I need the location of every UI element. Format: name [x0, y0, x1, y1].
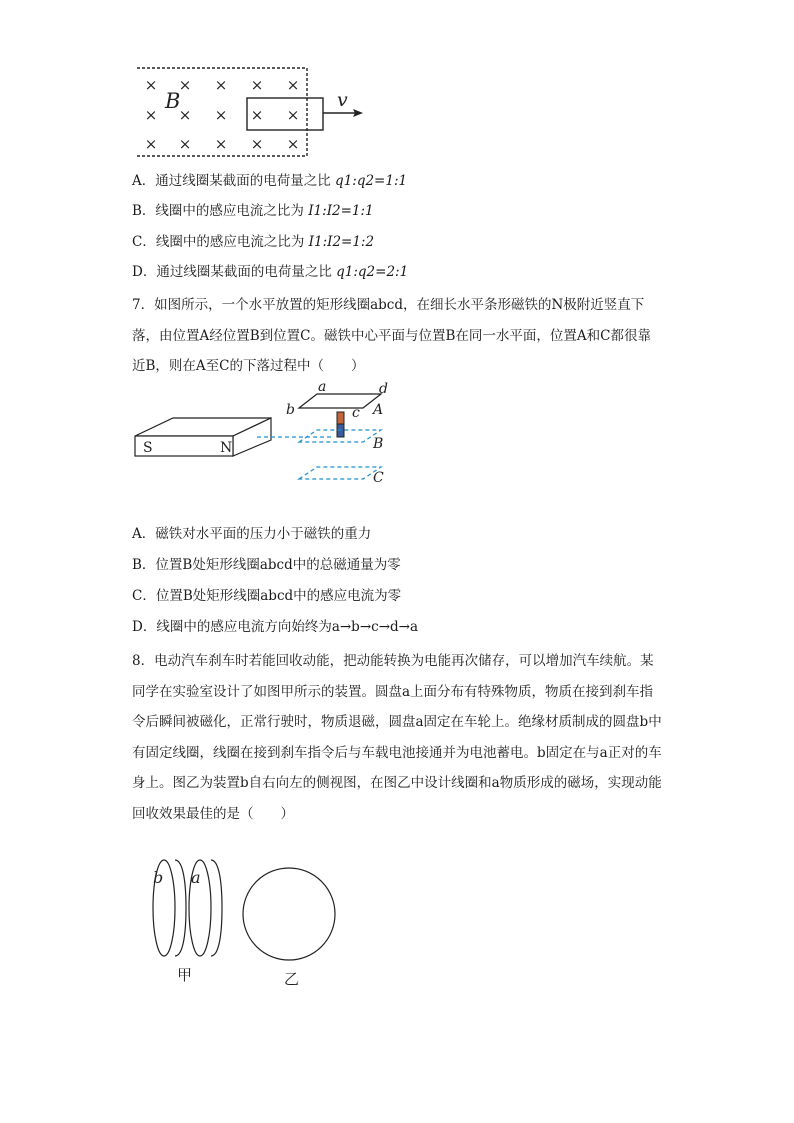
position-c-label: C: [373, 470, 384, 486]
disk-a-face: [211, 860, 222, 956]
coil-position-c: [299, 467, 381, 479]
corner-a-label: a: [318, 382, 327, 395]
cross-mark: ×: [178, 76, 192, 94]
cross-mark: ×: [286, 76, 300, 94]
disk-a-label: a: [191, 868, 201, 887]
corner-d-label: d: [379, 382, 388, 397]
magnet-n-label: N: [220, 440, 233, 456]
question-8-stem: 8．电动汽车刹车时若能回收动能，把动能转换为电能再次储存，可以增加汽车续航。某同学在实验室设计了如图甲所示的装置。圆盘a上面分布有特殊物质，物质在接到刹车指令后瞬间被磁化，正常行驶时，物质退磁，圆盘a固定在车轮上。绝缘材质制成的圆盘b中有固定线圈，线圈在接到刹车指令后与车载电池接通并为电池蓄电。b固定在与a正对的车身上。图乙为装置b自右向左的侧视图，在图乙中设计线圈和a物质形成的磁场，实现动能回收效果最佳的是（ ）: [132, 653, 662, 822]
option-d[interactable]: D．线圈中的感应电流方向始终为a→b→c→d→a: [132, 619, 419, 635]
option-d[interactable]: D．通过线圈某截面的电荷量之比 q1:q2=2:1: [132, 264, 409, 280]
question-7-stem: 7．如图所示，一个水平放置的矩形线圈abcd，在细长水平条形磁铁的N极附近竖直下落，由位置A经位置B到位置C。磁铁中心平面与位置B在同一水平面，位置A和C都很靠近B，则在A至C的下落过程中（ ）: [132, 297, 651, 374]
option-c[interactable]: C．线圈中的感应电流之比为 I1:I2=1:2: [132, 234, 375, 250]
magnet-s-label: S: [143, 440, 153, 456]
position-a-label: A: [373, 402, 384, 418]
cross-mark: ×: [178, 106, 192, 124]
position-b-label: B: [373, 436, 384, 452]
disk-b-label: b: [153, 868, 164, 887]
caption-jia: 甲: [177, 966, 193, 984]
side-view-circle: [243, 868, 335, 960]
coil-position-a: [299, 394, 381, 408]
corner-c-label: c: [352, 405, 360, 421]
disk-figure: [145, 856, 345, 992]
caption-yi: 乙: [284, 970, 300, 988]
cross-mark: ×: [214, 135, 228, 153]
cross-mark: ×: [178, 135, 192, 153]
magnet-small-n: [337, 412, 344, 424]
cross-mark: ×: [214, 76, 228, 94]
magnet-figure: [133, 382, 403, 490]
cross-mark: ×: [144, 106, 158, 124]
corner-b-label: b: [286, 402, 295, 418]
option-a[interactable]: A．磁铁对水平面的压力小于磁铁的重力: [132, 526, 372, 542]
cross-mark: ×: [286, 106, 300, 124]
option-a[interactable]: A．通过线圈某截面的电荷量之比 q1:q2=1:1: [132, 173, 408, 189]
cross-mark: ×: [250, 106, 264, 124]
cross-mark: ×: [250, 76, 264, 94]
velocity-label: v: [337, 89, 348, 111]
cross-mark: ×: [250, 135, 264, 153]
field-figure: [135, 64, 370, 160]
cross-mark: ×: [214, 106, 228, 124]
cross-mark: ×: [144, 76, 158, 94]
option-b[interactable]: B．线圈中的感应电流之比为 I1:I2=1:1: [132, 203, 374, 219]
cross-mark: ×: [286, 135, 300, 153]
option-c[interactable]: C．位置B处矩形线圈abcd中的感应电流为零: [132, 588, 402, 604]
option-b[interactable]: B．位置B处矩形线圈abcd中的总磁通量为零: [132, 557, 401, 573]
cross-mark: ×: [144, 135, 158, 153]
disk-b-face: [175, 860, 186, 956]
field-label: B: [165, 89, 181, 113]
